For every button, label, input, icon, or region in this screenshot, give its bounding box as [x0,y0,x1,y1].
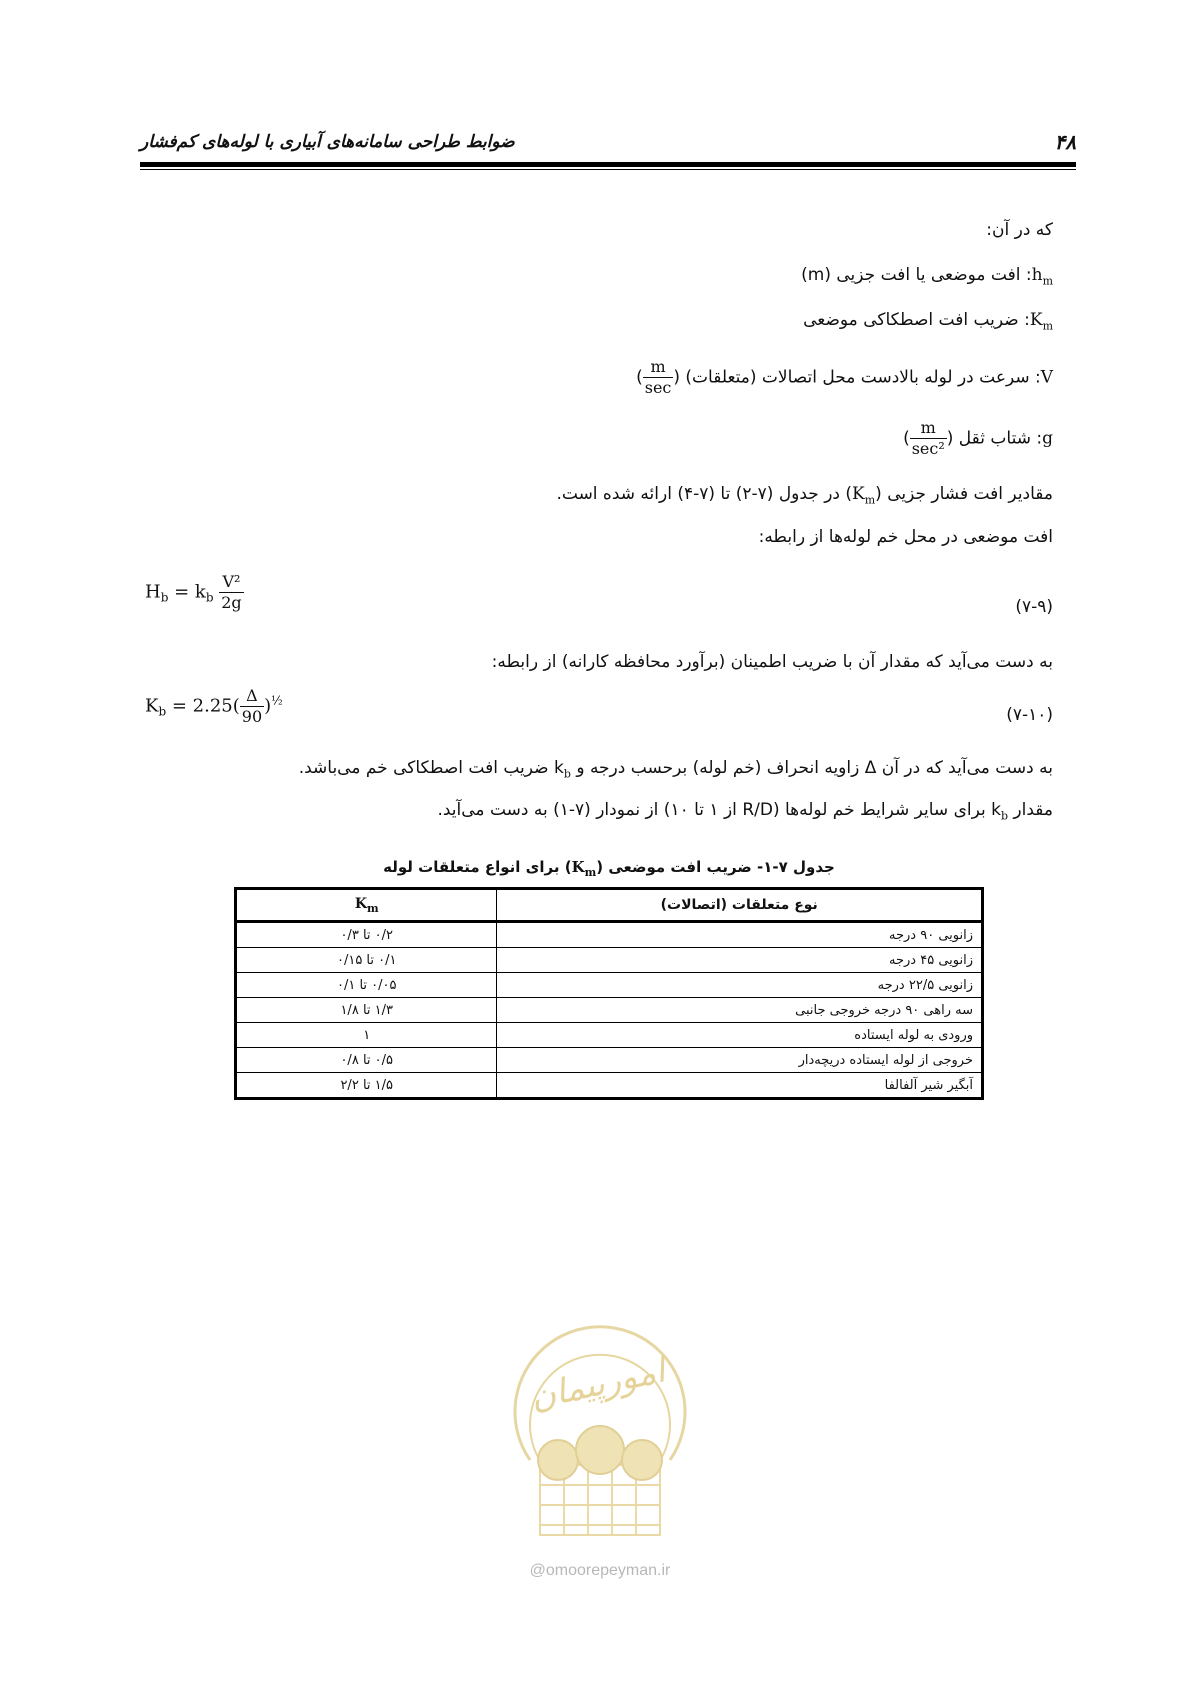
g-text: : شتاب ثقل ( [946,428,1043,449]
equation-9-fraction: $\frac{\text{V²}}{2g}$ [221,572,242,612]
header-rule [140,162,1076,167]
cell-km: ۰/۵ تا ۰/۸ [236,1048,497,1073]
definitions-intro: که در آن: [986,220,1053,240]
cell-type: ورودی به لوله ایستاده [497,1023,983,1048]
km-text: : ضریب افت اصطکاکی موضعی [803,310,1030,330]
table-row [236,948,983,973]
equation-10: $K_b = 2.25$( $\frac{\Delta}{90}$ )$^{\frac{1}{2}}$ [145,686,283,726]
definition-km [803,310,1053,332]
table-row [236,922,983,948]
cell-km: ۱ [236,1023,497,1048]
v-text: : سرعت در لوله بالادست محل اتصالات (متعلقات) ( [673,367,1041,388]
cell-type: سه راهی ۹۰ درجه خروجی جانبی [497,998,983,1023]
definition-g: g: شتاب ثقل ( $\frac{m}{\text{sec²}}$ ) [903,418,1053,458]
g-symbol: g [1042,428,1053,449]
cell-km: ۰/۰۵ تا ۰/۱ [236,973,497,998]
equation-10-fraction: $\frac{\Delta}{90}$ [241,686,263,726]
cell-type: زانویی ۹۰ درجه [497,922,983,948]
table-row [236,1023,983,1048]
running-title: ضوابط طراحی سامانه‌های آبیاری با لوله‌های کم‌فشار [140,132,515,152]
watermark-logo [490,1300,710,1590]
table-row [236,1048,983,1073]
page-header [140,118,1076,174]
header-rule-thin [140,169,1076,170]
cell-km: ۱/۵ تا ۲/۲ [236,1073,497,1099]
values-reference-paragraph: مقادیر افت فشار جزیی $(K_m)$ در جدول (۷-۲) تا (۷-۴) ارائه شده است. [556,484,1053,507]
cell-km: ۰/۱ تا ۰/۱۵ [236,948,497,973]
definition-hm [801,265,1053,287]
hm-text: : افت موضعی یا افت جزیی (m) [801,265,1032,285]
cell-km: ۰/۲ تا ۰/۳ [236,922,497,948]
fitting-loss-table [234,887,984,1100]
equation-10-number: (۷-۱۰) [1006,705,1053,725]
page-number: ۴۸ [1054,130,1076,154]
equation-9-number: (۷-۹) [1015,597,1053,617]
table-row [236,1073,983,1099]
cell-type: آبگیر شیر آلفالفا [497,1073,983,1099]
km-symbol: $K_m$ [1029,310,1053,333]
bend-loss-intro: افت موضعی در محل خم لوله‌ها از رابطه: [758,527,1053,547]
safety-factor-intro: به دست می‌آید که مقدار آن با ضریب اطمینان (برآورد محافظه کارانه) از رابطه: [491,652,1053,672]
table-header-row [236,889,983,922]
v-symbol: V [1040,367,1053,388]
table-row [236,998,983,1023]
table-row [236,973,983,998]
g-unit-fraction: $\frac{m}{\text{sec²}}$ [911,418,945,458]
cell-type: زانویی ۴۵ درجه [497,948,983,973]
cell-type: خروجی از لوله ایستاده دریچه‌دار [497,1048,983,1073]
equation-9: $H_b = k_b$ $\frac{\text{V²}}{2g}$ [145,572,242,612]
cell-km: ۱/۳ تا ۱/۸ [236,998,497,1023]
v-unit-fraction: $\frac{m}{\sec}$ [644,357,672,397]
delta-definition-paragraph: به دست می‌آید که در آن Δ زاویه انحراف (خم لوله) برحسب درجه و $k_b$ ضریب افت اصطکاکی خم می‌باشد. [298,758,1053,781]
kb-other-conditions-paragraph: مقدار $k_b$ برای سایر شرایط خم لوله‌ها (R/D از ۱ تا ۱۰) از نمودار (۷-۱) به دست می‌آید. [437,800,1053,823]
column-header-km: $K_m$ [236,889,497,922]
watermark-emblem-icon [490,1300,710,1550]
hm-symbol: $h_m$ [1031,265,1053,288]
cell-type: زانویی ۲۲/۵ درجه [497,973,983,998]
definition-v: V: سرعت در لوله بالادست محل اتصالات (متعلقات) ( $\frac{m}{\sec}$ ) [636,357,1053,397]
table-caption: جدول ۷-۱- ضریب افت موضعی $(K_m)$ برای انواع متعلقات لوله [383,858,835,879]
watermark-logo-text: امورپیمان [526,1350,669,1418]
watermark-url: @omoorepeyman.ir [529,1562,671,1579]
column-header-type: نوع متعلقات (اتصالات) [497,889,983,922]
